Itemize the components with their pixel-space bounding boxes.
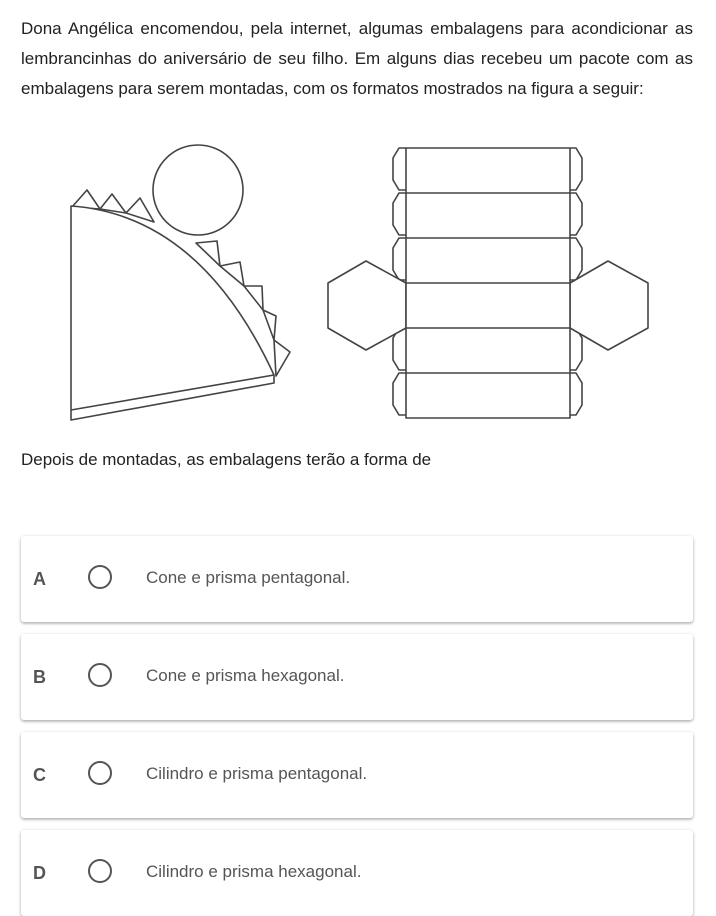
option-text: Cilindro e prisma hexagonal.	[146, 862, 362, 881]
radio-button-icon[interactable]	[88, 663, 112, 687]
option-text: Cilindro e prisma pentagonal.	[146, 764, 368, 783]
option-letter: D	[33, 863, 46, 883]
option-text: Cone e prisma pentagonal.	[146, 568, 351, 587]
question-prompt: Depois de montadas, as embalagens terão a forma de	[21, 450, 432, 469]
hexagonal-prism-net-figure	[320, 138, 660, 428]
answer-options	[21, 536, 693, 916]
option-letter: A	[33, 569, 46, 589]
radio-button-icon[interactable]	[88, 761, 112, 785]
radio-button-icon[interactable]	[88, 859, 112, 883]
option-letter: C	[33, 765, 46, 785]
question-text: Dona Angélica encomendou, pela internet, algumas embalagens para acondicionar as lembrancinhas do aniversário de seu filho. Em alguns dias recebeu um pacote com as embalagens para serem montadas, com os formatos mostrados na figura a seguir:	[21, 19, 693, 98]
option-c[interactable]	[21, 732, 693, 818]
option-b[interactable]	[21, 634, 693, 720]
figure-area	[0, 138, 716, 428]
radio-button-icon[interactable]	[88, 565, 112, 589]
cone-net-figure	[60, 138, 300, 428]
option-a[interactable]	[21, 536, 693, 622]
option-letter: B	[33, 667, 46, 687]
option-text: Cone e prisma hexagonal.	[146, 666, 345, 685]
option-d[interactable]	[21, 830, 693, 916]
